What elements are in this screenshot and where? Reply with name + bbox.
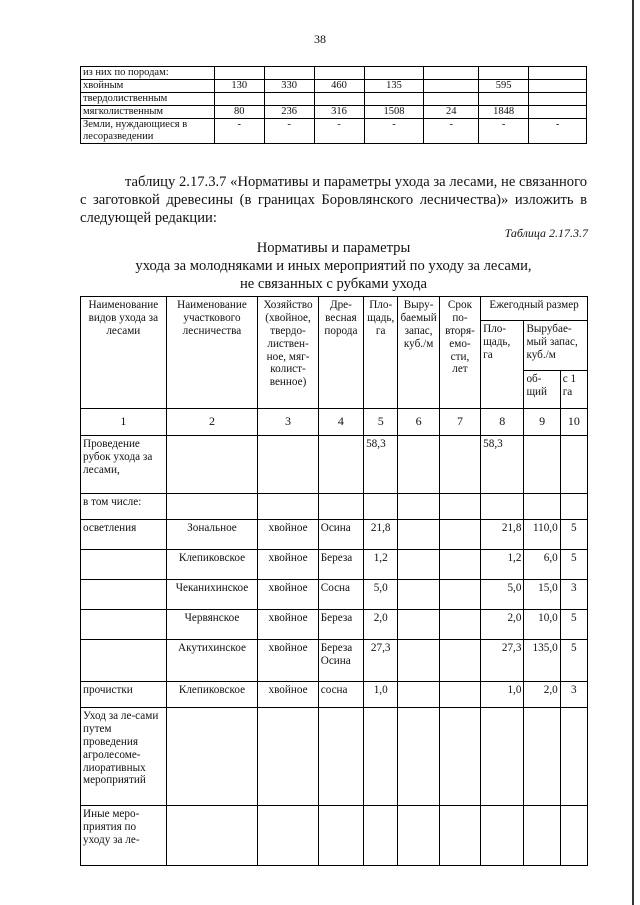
care-cell-col9 (524, 494, 560, 520)
species-value: 460 (314, 80, 364, 93)
column-number: 7 (439, 409, 480, 436)
species-value: - (214, 119, 264, 144)
care-row (81, 708, 588, 806)
column-number: 3 (258, 409, 318, 436)
care-cell-col1 (81, 580, 167, 610)
care-cell-col1: прочистки (81, 682, 167, 708)
care-cell-col10 (560, 708, 587, 806)
species-row (81, 106, 587, 119)
species-value (479, 67, 529, 80)
header-care-type: Наименование видов ухода за лесами (81, 297, 167, 409)
care-cell-col4 (318, 806, 363, 866)
care-cell-col4: Осина (318, 520, 363, 550)
care-cell-col1 (81, 610, 167, 640)
care-cell-col2 (166, 806, 258, 866)
care-cell-col9 (524, 708, 560, 806)
column-number: 10 (560, 409, 587, 436)
care-cell-col5: 2,0 (364, 610, 398, 640)
species-label: хвойным (81, 80, 215, 93)
care-cell-col10: 5 (560, 550, 587, 580)
care-cell-col9: 110,0 (524, 520, 560, 550)
care-cell-col1 (81, 640, 167, 682)
care-cell-col5: 1,0 (364, 682, 398, 708)
care-cell-col1 (81, 550, 167, 580)
species-value: 236 (264, 106, 314, 119)
species-value (529, 80, 587, 93)
care-cell-col8: 1,2 (481, 550, 524, 580)
species-label: твердолиственным (81, 93, 215, 106)
care-row (81, 520, 588, 550)
header-forestry: Наименование участкового лесничества (166, 297, 258, 409)
care-cell-col4 (318, 494, 363, 520)
species-value: 595 (479, 80, 529, 93)
care-cell-col3: хвойное (258, 610, 318, 640)
care-cell-col7 (439, 708, 480, 806)
header-period: Срок по-вторя-емо-сти, лет (439, 297, 480, 409)
care-cell-col7 (439, 494, 480, 520)
care-cell-col5 (364, 806, 398, 866)
care-cell-col3 (258, 436, 318, 494)
amendment-paragraph (80, 173, 587, 227)
care-cell-col6 (398, 580, 440, 610)
header-annual-size: Ежегодный размер (481, 297, 588, 321)
care-row (81, 550, 588, 580)
species-label: мягколиственным (81, 106, 215, 119)
care-cell-col2 (166, 494, 258, 520)
care-cell-col2: Клепиковское (166, 682, 258, 708)
species-row (81, 67, 587, 80)
care-cell-col2: Зональное (166, 520, 258, 550)
care-cell-col9: 135,0 (524, 640, 560, 682)
species-value (479, 93, 529, 106)
care-row (81, 682, 588, 708)
care-cell-col2 (166, 436, 258, 494)
species-value (364, 67, 424, 80)
table-number: Таблица 2.17.3.7 (504, 226, 588, 240)
header-area: Пло-щадь, га (364, 297, 398, 409)
species-row (81, 119, 587, 144)
care-cell-col6 (398, 708, 440, 806)
care-cell-col6 (398, 806, 440, 866)
care-cell-col7 (439, 550, 480, 580)
care-cell-col7 (439, 580, 480, 610)
column-number: 5 (364, 409, 398, 436)
species-value: - (424, 119, 479, 144)
species-label: из них по породам: (81, 67, 215, 80)
care-cell-col8: 5,0 (481, 580, 524, 610)
table-title-line2: ухода за молодняками и иных мероприятий по уходу за лесами, (135, 258, 532, 274)
species-value (214, 93, 264, 106)
care-cell-col6 (398, 494, 440, 520)
column-number: 2 (166, 409, 258, 436)
care-cell-col5 (364, 708, 398, 806)
care-cell-col4: Береза Осина (318, 640, 363, 682)
species-value (264, 67, 314, 80)
column-number: 9 (524, 409, 560, 436)
species-value: 130 (214, 80, 264, 93)
care-cell-col10 (560, 494, 587, 520)
care-cell-col8: 2,0 (481, 610, 524, 640)
care-norms-table (80, 296, 588, 866)
care-row (81, 806, 588, 866)
care-row (81, 494, 588, 520)
header-stock: Выру-баемый запас, куб./м (398, 297, 440, 409)
care-cell-col1: осветления (81, 520, 167, 550)
care-cell-col3: хвойное (258, 580, 318, 610)
species-value: - (479, 119, 529, 144)
header-species: Дре-весная порода (318, 297, 363, 409)
care-cell-col5: 21,8 (364, 520, 398, 550)
species-value: 80 (214, 106, 264, 119)
care-cell-col3: хвойное (258, 520, 318, 550)
care-cell-col2 (166, 708, 258, 806)
species-value: 24 (424, 106, 479, 119)
care-cell-col8 (481, 806, 524, 866)
species-value (529, 93, 587, 106)
species-value (264, 93, 314, 106)
column-number: 6 (398, 409, 440, 436)
care-cell-col6 (398, 610, 440, 640)
care-cell-col6 (398, 682, 440, 708)
care-cell-col9: 6,0 (524, 550, 560, 580)
care-cell-col4: Береза (318, 550, 363, 580)
species-value (314, 93, 364, 106)
species-value: - (314, 119, 364, 144)
species-label: Земли, нуждающиеся в лесоразведении (81, 119, 215, 144)
care-cell-col4: сосна (318, 682, 363, 708)
care-cell-col10: 3 (560, 580, 587, 610)
care-cell-col6 (398, 550, 440, 580)
care-cell-col5: 5,0 (364, 580, 398, 610)
care-cell-col1: Иные меро-приятия по уходу за ле- (81, 806, 167, 866)
species-value: 1848 (479, 106, 529, 119)
species-value (424, 80, 479, 93)
care-cell-col8: 1,0 (481, 682, 524, 708)
species-value: 330 (264, 80, 314, 93)
species-value: - (264, 119, 314, 144)
page-number: 38 (314, 32, 326, 46)
species-value (424, 93, 479, 106)
care-cell-col3 (258, 806, 318, 866)
species-value (529, 67, 587, 80)
species-table (80, 66, 587, 144)
care-cell-col7 (439, 640, 480, 682)
care-cell-col2: Чеканихинское (166, 580, 258, 610)
care-cell-col10: 5 (560, 640, 587, 682)
care-cell-col3: хвойное (258, 682, 318, 708)
care-cell-col5: 58,3 (364, 436, 398, 494)
care-cell-col2: Червянское (166, 610, 258, 640)
care-cell-col8 (481, 494, 524, 520)
care-cell-col7 (439, 682, 480, 708)
species-value (424, 67, 479, 80)
care-cell-col5 (364, 494, 398, 520)
care-cell-col1: Проведение рубок ухода за лесами, (81, 436, 167, 494)
care-cell-col4: Сосна (318, 580, 363, 610)
care-cell-col6 (398, 640, 440, 682)
care-cell-col9 (524, 806, 560, 866)
care-cell-col3 (258, 708, 318, 806)
care-cell-col3 (258, 494, 318, 520)
care-cell-col4: Береза (318, 610, 363, 640)
care-cell-col3: хвойное (258, 550, 318, 580)
species-value (314, 67, 364, 80)
care-cell-col5: 1,2 (364, 550, 398, 580)
species-value: 1508 (364, 106, 424, 119)
header-economy: Хозяйство (хвойное, твердо-листвен-ное, мяг-колист-венное) (258, 297, 318, 409)
species-value: - (364, 119, 424, 144)
care-cell-col5: 27,3 (364, 640, 398, 682)
care-cell-col9: 10,0 (524, 610, 560, 640)
care-cell-col6 (398, 436, 440, 494)
species-value (214, 67, 264, 80)
care-cell-col8: 27,3 (481, 640, 524, 682)
care-cell-col6 (398, 520, 440, 550)
care-cell-col1: в том числе: (81, 494, 167, 520)
care-row (81, 436, 588, 494)
header-annual-area: Пло-щадь, га (481, 321, 524, 409)
care-row (81, 610, 588, 640)
scan-edge (632, 0, 634, 905)
care-cell-col10: 5 (560, 610, 587, 640)
care-cell-col10 (560, 436, 587, 494)
column-number: 4 (318, 409, 363, 436)
species-value: 135 (364, 80, 424, 93)
care-cell-col8: 58,3 (481, 436, 524, 494)
care-cell-col4 (318, 708, 363, 806)
species-row (81, 80, 587, 93)
table-title-line1: Нормативы и параметры (256, 240, 411, 256)
care-row (81, 640, 588, 682)
species-value (364, 93, 424, 106)
care-cell-col10: 3 (560, 682, 587, 708)
care-cell-col9 (524, 436, 560, 494)
care-cell-col10 (560, 806, 587, 866)
species-value: 316 (314, 106, 364, 119)
species-row (81, 93, 587, 106)
table-title-line3: не связанных с рубками ухода (239, 276, 428, 292)
care-cell-col1: Уход за ле-сами путем проведения агролесоме-лиоративных мероприятий (81, 708, 167, 806)
column-number: 1 (81, 409, 167, 436)
species-value: - (529, 119, 587, 144)
care-cell-col2: Акутихинское (166, 640, 258, 682)
column-number: 8 (481, 409, 524, 436)
care-cell-col9: 2,0 (524, 682, 560, 708)
care-cell-col7 (439, 520, 480, 550)
care-cell-col7 (439, 436, 480, 494)
care-cell-col2: Клепиковское (166, 550, 258, 580)
care-cell-col9: 15,0 (524, 580, 560, 610)
care-row (81, 580, 588, 610)
care-cell-col8 (481, 708, 524, 806)
care-cell-col10: 5 (560, 520, 587, 550)
care-cell-col8: 21,8 (481, 520, 524, 550)
care-cell-col3: хвойное (258, 640, 318, 682)
header-stock-per-ha: с 1 га (560, 371, 587, 409)
paragraph-text: таблицу 2.17.3.7 «Нормативы и параметры ухода за лесами, не связанного с заготовкой древесины (в границах Боровлянского лесничества)» изложить в следующей редакции: (80, 174, 587, 226)
species-value (529, 106, 587, 119)
header-stock-total: об-щий (524, 371, 560, 409)
header-annual-stock: Вырубае-мый запас, куб./м (524, 321, 588, 371)
care-cell-col7 (439, 610, 480, 640)
care-cell-col4 (318, 436, 363, 494)
care-cell-col7 (439, 806, 480, 866)
